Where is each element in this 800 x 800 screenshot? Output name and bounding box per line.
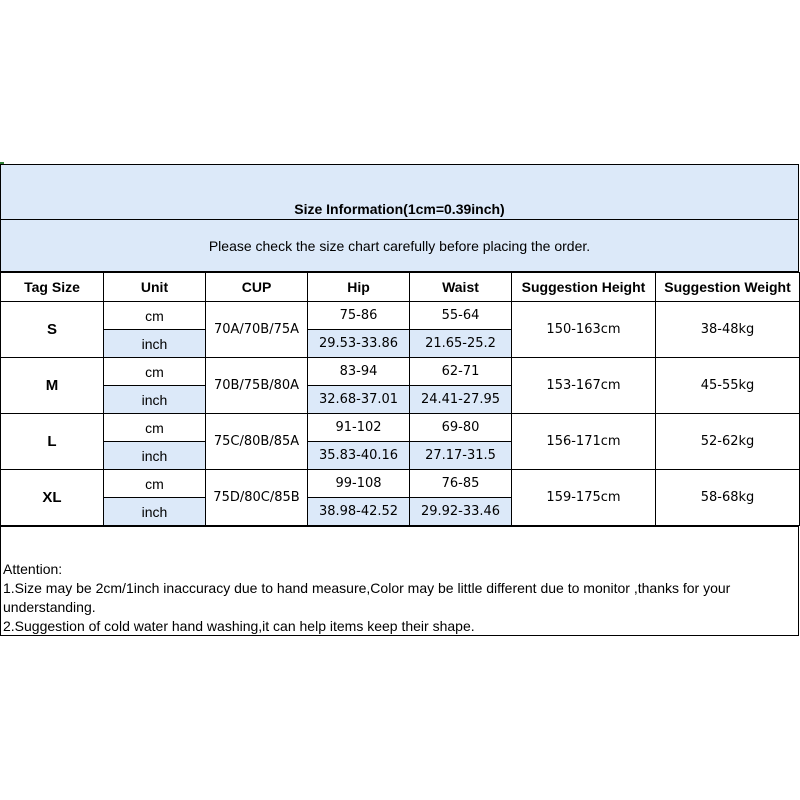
unit-cell: inch: [104, 386, 206, 414]
waist-inch-cell: 29.92-33.46: [410, 498, 512, 526]
hip-cm-cell: 75-86: [308, 302, 410, 330]
unit-cell: cm: [104, 358, 206, 386]
tag-size-cell: XL: [1, 470, 104, 526]
tag-size-cell: L: [1, 414, 104, 470]
tag-size-cell: S: [1, 302, 104, 358]
chart-title: Size Information(1cm=0.39inch): [0, 164, 799, 220]
cup-cell: 75C/80B/85A: [206, 414, 308, 470]
hip-inch-cell: 35.83-40.16: [308, 442, 410, 470]
header-hip: Hip: [308, 273, 410, 302]
weight-cell: 38-48kg: [656, 302, 800, 358]
waist-cm-cell: 76-85: [410, 470, 512, 498]
unit-cell: cm: [104, 302, 206, 330]
unit-cell: inch: [104, 498, 206, 526]
attention-heading: Attention:: [3, 561, 63, 577]
waist-inch-cell: 24.41-27.95: [410, 386, 512, 414]
cup-cell: 70B/75B/80A: [206, 358, 308, 414]
height-cell: 159-175cm: [512, 470, 656, 526]
hip-inch-cell: 32.68-37.01: [308, 386, 410, 414]
weight-cell: 45-55kg: [656, 358, 800, 414]
unit-cell: cm: [104, 470, 206, 498]
header-suggestion-height: Suggestion Height: [512, 273, 656, 302]
hip-inch-cell: 38.98-42.52: [308, 498, 410, 526]
attention-line-1: 1.Size may be 2cm/1inch inaccuracy due to hand measure,Color may be little different due to monitor ,thanks for your understanding.: [3, 580, 731, 615]
height-cell: 153-167cm: [512, 358, 656, 414]
size-chart: [0, 164, 800, 636]
attention-box: [0, 526, 799, 636]
waist-inch-cell: 21.65-25.2: [410, 330, 512, 358]
header-unit: Unit: [104, 273, 206, 302]
hip-cm-cell: 99-108: [308, 470, 410, 498]
height-cell: 150-163cm: [512, 302, 656, 358]
unit-cell: inch: [104, 330, 206, 358]
weight-cell: 58-68kg: [656, 470, 800, 526]
table-row: [1, 358, 800, 386]
attention-line-2: 2.Suggestion of cold water hand washing,it can help items keep their shape.: [3, 618, 475, 634]
cup-cell: 75D/80C/85B: [206, 470, 308, 526]
hip-cm-cell: 83-94: [308, 358, 410, 386]
waist-cm-cell: 69-80: [410, 414, 512, 442]
height-cell: 156-171cm: [512, 414, 656, 470]
hip-inch-cell: 29.53-33.86: [308, 330, 410, 358]
header-cup: CUP: [206, 273, 308, 302]
tag-size-cell: M: [1, 358, 104, 414]
table-row: [1, 414, 800, 442]
waist-cm-cell: 62-71: [410, 358, 512, 386]
size-table: [0, 272, 800, 526]
unit-cell: cm: [104, 414, 206, 442]
table-header-row: [1, 273, 800, 302]
waist-inch-cell: 27.17-31.5: [410, 442, 512, 470]
header-waist: Waist: [410, 273, 512, 302]
cup-cell: 70A/70B/75A: [206, 302, 308, 358]
weight-cell: 52-62kg: [656, 414, 800, 470]
chart-subtitle: Please check the size chart carefully before placing the order.: [0, 219, 799, 272]
table-row: [1, 302, 800, 330]
header-tag-size: Tag Size: [1, 273, 104, 302]
table-row: [1, 470, 800, 498]
hip-cm-cell: 91-102: [308, 414, 410, 442]
unit-cell: inch: [104, 442, 206, 470]
waist-cm-cell: 55-64: [410, 302, 512, 330]
header-suggestion-weight: Suggestion Weight: [656, 273, 800, 302]
